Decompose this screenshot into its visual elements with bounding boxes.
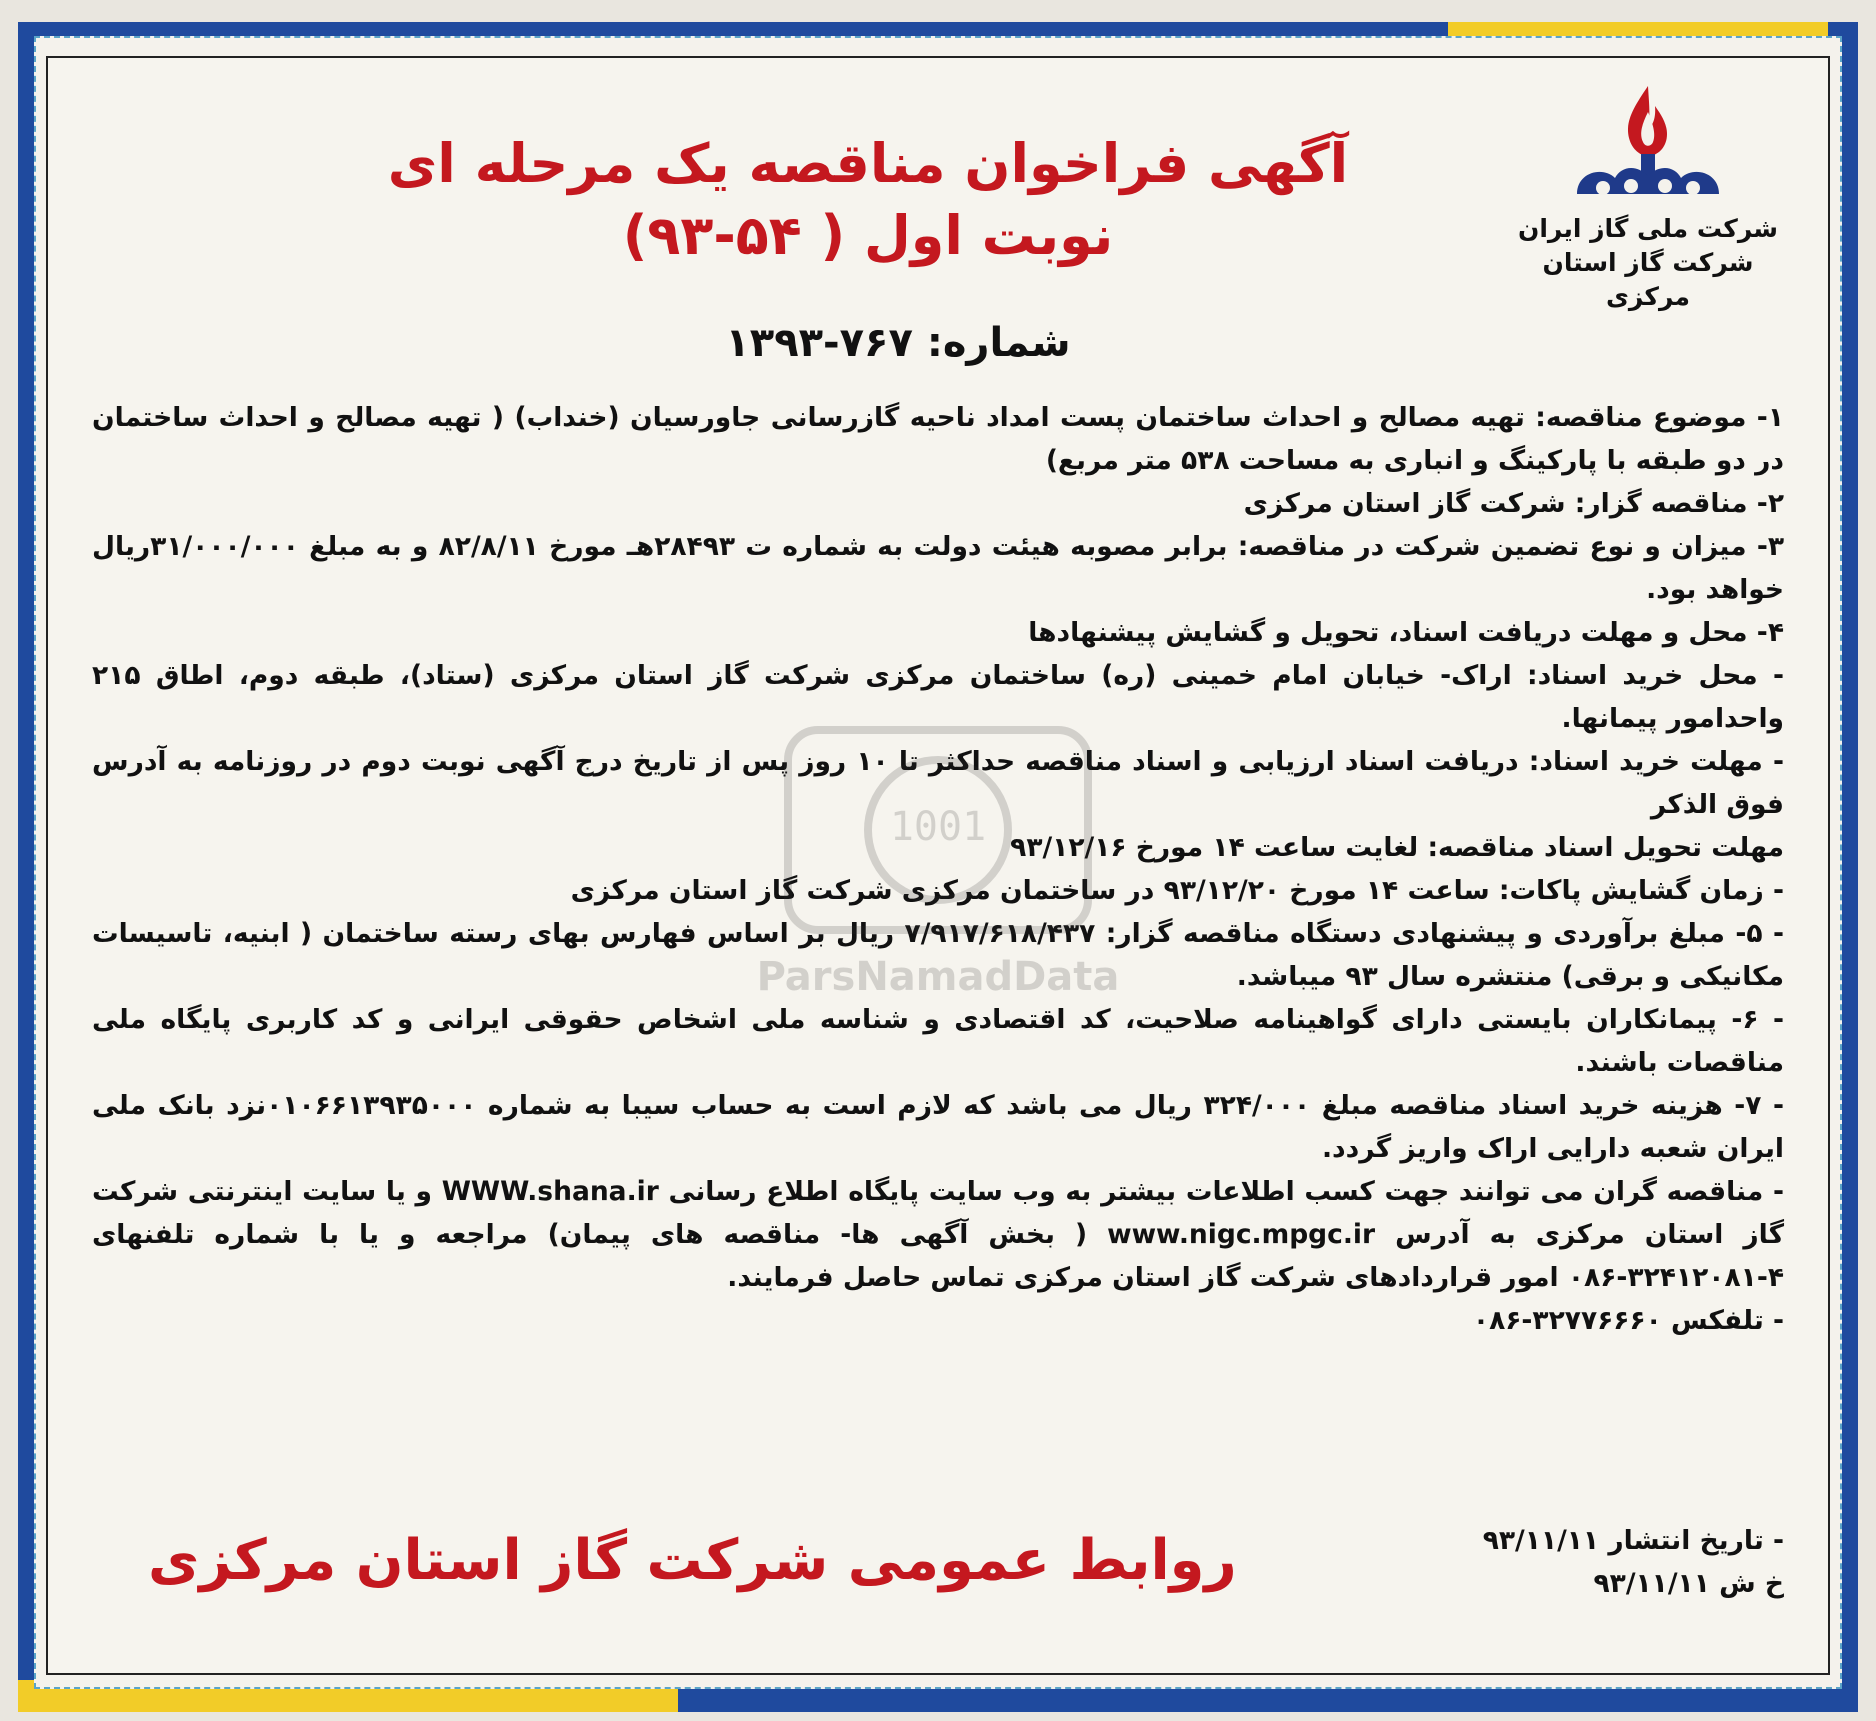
clause-purchase-deadline: - مهلت خرید اسناد: دریافت اسناد ارزیابی و اسناد مناقصه حداکثر تا ۱۰ روز پس از تاریخ درج آگهی نوبت دوم در روزنامه به آدرس فوق الذکر xyxy=(92,746,1784,820)
public-relations-signature: روابط عمومی شرکت گاز استان مرکزی xyxy=(148,1528,1237,1593)
ad-title xyxy=(248,128,1488,272)
publication-info xyxy=(1483,1519,1784,1605)
clause-contact-info: - مناقصه گران می توانند جهت کسب اطلاعات بیشتر به وب سایت پایگاه اطلاع رسانی WWW.shana.ir و یا سایت اینترنتی شرکت گاز استان مرکزی به آدرس www.nigc.mpgc.ir ( بخش آگهی ها- مناقصه های پیمان) مراجعه و یا با شماره تلفنهای ۴-۳۲۴۱۲۰۸۱-۰۸۶ امور قراردادهای شرکت گاز استان مرکزی تماس حاصل فرمایند. xyxy=(92,1176,1784,1293)
clause-subject: ۱- موضوع مناقصه: تهیه مصالح و احداث ساختمان پست امداد ناحیه گازرسانی جاورسیان (خنداب) ( تهیه مصالح و احداث ساختمان در دو طبقه با پارکینگ و انباری به مساحت ۵۳۸ متر مربع) xyxy=(92,402,1784,476)
tender-body xyxy=(92,396,1784,1342)
clause-location-deadlines: ۴- محل و مهلت دریافت اسناد، تحویل و گشایش پیشنهادها xyxy=(1028,617,1784,648)
ad-title-line2: نوبت اول ( ۵۴-۹۳) xyxy=(622,204,1114,267)
clause-guarantee: ۳- میزان و نوع تضمین شرکت در مناقصه: برابر مصوبه هیئت دولت به شماره ت ۲۸۴۹۳هـ مورخ ۸۲/۸/۱۱ و به مبلغ ۳۱/۰۰۰/۰۰۰ریال خواهد بود. xyxy=(92,531,1785,605)
clause-purchase-location: - محل خرید اسناد: اراک- خیابان امام خمینی (ره) ساختمان مرکزی شرکت گاز استان مرکزی (ستاد)، طبقه دوم، اطاق ۲۱۵ واحدامور پیمانها. xyxy=(92,660,1784,734)
company-logo xyxy=(1508,82,1788,314)
publication-date: - تاریخ انتشار ۹۳/۱۱/۱۱ xyxy=(1482,1525,1784,1556)
clause-document-fee: - ۷- هزینه خرید اسناد مناقصه مبلغ ۳۲۴/۰۰۰ ریال می باشد که لازم است به حساب سیبا به شماره ۰۱۰۶۶۱۳۹۳۵۰۰۰نزد بانک ملی ایران شعبه دارایی اراک واریز گردد. xyxy=(92,1090,1784,1164)
publication-code: خ ش ۹۳/۱۱/۱۱ xyxy=(1593,1568,1784,1599)
ad-title-line1: آگهی فراخوان مناقصه یک مرحله ای xyxy=(387,132,1349,195)
clause-delivery-deadline: مهلت تحویل اسناد مناقصه: لغایت ساعت ۱۴ مورخ ۹۳/۱۲/۱۶ xyxy=(1010,832,1784,863)
tender-number: شماره: ۷۶۷-۱۳۹۳ xyxy=(725,320,1071,366)
clause-qualifications: - ۶- پیمانکاران بایستی دارای گواهینامه صلاحیت، کد اقتصادی و شناسه ملی اشخاص حقوقی ایرانی و کد کاربری پایگاه ملی مناقصات باشند. xyxy=(92,1004,1784,1078)
clause-opening-time: - زمان گشایش پاکات: ساعت ۱۴ مورخ ۹۳/۱۲/۲۰ در ساختمان مرکزی شرکت گاز استان مرکزی xyxy=(570,875,1784,906)
clause-estimate: - ۵- مبلغ برآوردی و پیشنهادی دستگاه مناقصه گزار: ۷/۹۱۷/۶۱۸/۴۳۷ ریال بر اساس فهارس بهای رسته ساختمان ( ابنیه، تاسیسات مکانیکی و برقی) منتشره سال ۹۳ میباشد. xyxy=(92,918,1785,992)
clause-telefax: - تلفکس ۳۲۷۷۶۶۶۰-۰۸۶ xyxy=(1472,1305,1784,1336)
org-name-provincial: شرکت گاز استان مرکزی xyxy=(1542,248,1754,311)
clause-tenderer: ۲- مناقصه گزار: شرکت گاز استان مرکزی xyxy=(1243,488,1784,519)
gas-flame-logo-icon xyxy=(1563,82,1733,212)
ad-content xyxy=(46,56,1830,1675)
org-name-national: شرکت ملی گاز ایران xyxy=(1518,214,1778,243)
